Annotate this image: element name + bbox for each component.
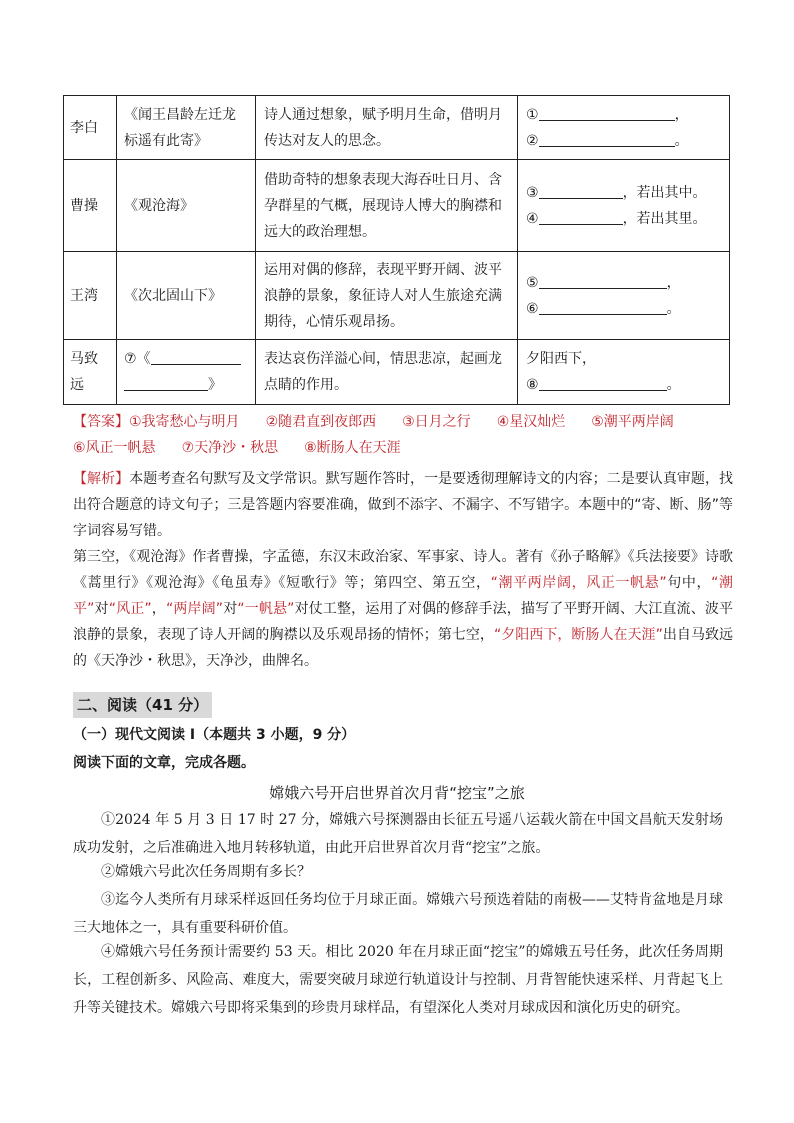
blank-suffix: ，若出其里。 <box>622 210 707 227</box>
fill-blank[interactable] <box>539 104 675 121</box>
analysis-quote: “潮平” <box>73 575 733 617</box>
blank-number: ③ <box>526 184 539 201</box>
blank-number: ⑧ <box>526 377 539 393</box>
analysis-quote: “潮平两岸阔，风正一帆悬” <box>490 575 667 591</box>
fill-cell <box>518 160 730 252</box>
analysis-text: 对仗工整，运用了对偶的修辞手法，描写了平野开阔、大江直流、波平浪静的景象，表现了诗人开阔的胸襟以及乐观昂扬的情怀；第七空， <box>73 601 733 643</box>
answer-label: 【答案】 <box>73 414 129 430</box>
fill-blank[interactable] <box>539 272 667 289</box>
fill-blank[interactable] <box>539 182 623 199</box>
title-blank[interactable] <box>124 374 208 391</box>
title-blank[interactable] <box>151 348 241 365</box>
analysis-quote: “夕阳西下，断肠人在天涯” <box>493 627 663 643</box>
fill-blank[interactable] <box>539 374 667 391</box>
description-cell: 表达哀伤洋溢心间，情思悲凉，起画龙点睛的作用。 <box>256 340 518 405</box>
blank-suffix: ， <box>666 274 681 291</box>
fill-blank[interactable] <box>539 208 623 225</box>
blank-suffix: ， <box>674 106 689 123</box>
article-paragraph: ①2024 年 5 月 3 日 17 时 27 分，嫦娥六号探测器由长征五号遥八运载火箭在中国文昌航天发射场成功发射，之后准确进入地月转移轨道，由此开启世界首次月背“挖宝”之旅。 <box>73 812 723 856</box>
answer-block <box>73 409 733 461</box>
title-prefix: ⑦《 <box>124 351 151 367</box>
author-cell: 曹操 <box>64 160 117 252</box>
blank-suffix: 。 <box>666 377 681 393</box>
article-title: 嫦娥六号开启世界首次月背“挖宝”之旅 <box>269 784 525 802</box>
title-cell: 《闻王昌龄左迁龙标遥有此寄》 <box>117 96 256 160</box>
description-cell: 运用对偶的修辞，表现平野开阔、波平浪静的景象，象征诗人对人生旅途充满期待，心情乐观昂扬。 <box>256 252 518 340</box>
table-row <box>64 96 730 160</box>
analysis-paragraph: 本题考查名句默写及文学常识。默写题作答时，一是要透彻理解诗文的内容；二是要认真审题，找出符合题意的诗文句子；三是答题内容要准确，做到不添字、不漏字、不写错字。本题中的“寄、断、肠”等字词容易写错。 <box>73 471 734 539</box>
analysis-text: 对 <box>223 601 238 617</box>
blank-suffix: ，若出其中。 <box>622 184 707 201</box>
blank-number: ⑤ <box>526 274 539 291</box>
analysis-label: 【解析】 <box>73 471 130 487</box>
article-paragraph: ③迄今人类所有月球采样返回任务均位于月球正面。嫦娥六号预选着陆的南极——艾特肯盆地是月球三大地体之一，具有重要科研价值。 <box>73 892 723 936</box>
blank-number: ⑥ <box>526 300 539 317</box>
answer-item: ③日月之行 <box>402 414 471 430</box>
fill-cell <box>518 340 730 405</box>
blank-number: ② <box>526 132 539 149</box>
fill-cell <box>518 252 730 340</box>
answer-item: ②随君直到夜郎西 <box>265 414 377 430</box>
blank-number: ① <box>526 106 539 123</box>
title-suffix: 》 <box>208 377 222 393</box>
analysis-text: ， <box>151 601 166 617</box>
title-cell: 《观沧海》 <box>117 160 256 252</box>
answer-item: ①我寄愁心与明月 <box>129 414 240 430</box>
blank-number: ④ <box>526 210 539 227</box>
table-row <box>64 160 730 252</box>
fill-blank[interactable] <box>539 298 667 315</box>
fill-cell <box>518 96 730 160</box>
answer-item: ⑥风正一帆悬 <box>73 440 156 456</box>
analysis-quote: “两岸阔” <box>165 601 224 617</box>
title-cell: 《次北固山下》 <box>117 252 256 340</box>
analysis-paragraph-2 <box>73 544 733 674</box>
description-cell: 借助奇特的想象表现大海吞吐日月、含孕群星的气概，展现诗人博大的胸襟和远大的政治理想。 <box>256 160 518 252</box>
article-paragraph: ④嫦娥六号任务预计需要约 53 天。相比 2020 年在月球正面“挖宝”的嫦娥五号任务，此次任务周期长，工程创新多、风险高、难度大，需要突破月球逆行轨道设计与控制、月背智能快速采样、月背起飞上升等关键技术。嫦娥六号即将采集到的珍贵月球样品，有望深化人类对月球成因和演化历史的研究。 <box>73 944 723 1016</box>
analysis-text: 句中， <box>666 575 712 591</box>
analysis-text: 出自马致远的《天净沙・秋思》，天净沙，曲牌名。 <box>73 627 734 669</box>
author-cell: 李白 <box>64 96 117 160</box>
answer-item: ⑦天净沙・秋思 <box>181 440 279 456</box>
analysis-text: 第三空，《观沧海》作者曹操，字孟德，东汉末政治家、军事家、诗人。著有《孙子略解》《兵法接要》诗歌《蒿里行》《观沧海》《龟虽寿》《短歌行》等；第四空、第五空， <box>73 549 733 591</box>
article-paragraph: ②嫦娥六号此次任务周期有多长？ <box>101 864 311 880</box>
author-cell: 马致远 <box>64 340 117 405</box>
instruction: 阅读下面的文章，完成各题。 <box>73 755 255 771</box>
blank-suffix: 。 <box>666 300 681 317</box>
given-line: 夕阳西下， <box>526 351 596 367</box>
analysis-quote: “风正” <box>108 601 152 617</box>
section-title: 二、阅读（41 分） <box>73 692 212 718</box>
answer-item: ⑤潮平两岸阔 <box>591 414 674 430</box>
answer-item: ⑧断肠人在天涯 <box>304 440 401 456</box>
table-row <box>64 252 730 340</box>
answer-item: ④星汉灿烂 <box>496 414 566 430</box>
description-cell: 诗人通过想象，赋予明月生命，借明月传达对友人的思念。 <box>256 96 518 160</box>
analysis-block <box>73 466 733 674</box>
title-cell <box>117 340 256 405</box>
analysis-quote: “一帆悬” <box>237 601 295 617</box>
subsection-title: （一）现代文阅读 Ⅰ（本题共 3 小题，9 分） <box>73 727 356 743</box>
table-row <box>64 340 730 405</box>
poem-table <box>63 95 730 405</box>
blank-suffix: 。 <box>674 132 689 149</box>
fill-blank[interactable] <box>539 130 675 147</box>
author-cell: 王湾 <box>64 252 117 340</box>
analysis-text: 对 <box>94 601 109 617</box>
